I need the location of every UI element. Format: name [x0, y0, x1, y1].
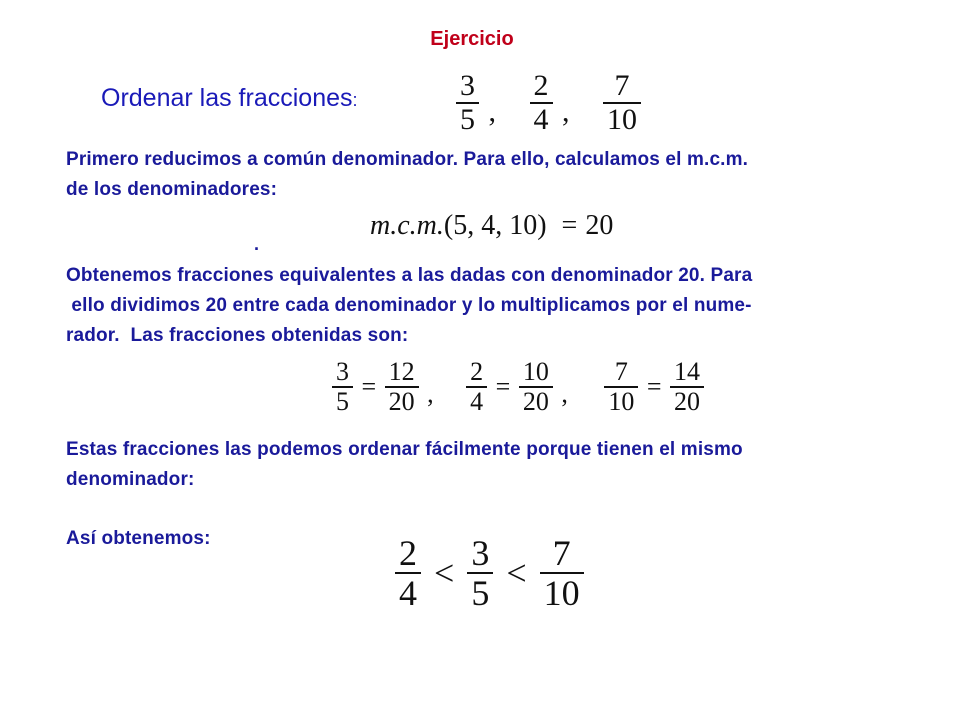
denominator: 20: [388, 387, 415, 416]
text-line: Estas fracciones las podemos ordenar fácilmente porque tienen el mismo: [66, 439, 743, 460]
numerator: 2: [470, 357, 484, 386]
given-fraction-2: [530, 70, 553, 136]
text-line: de los denominadores:: [66, 179, 278, 200]
denominator: 4: [470, 387, 484, 416]
denominator: 4: [533, 103, 549, 136]
paragraph-step2: [66, 261, 752, 351]
text-line: rador. Las fracciones obtenidas son:: [66, 325, 409, 346]
numerator: 12: [388, 357, 415, 386]
equals-sign: =: [561, 210, 578, 241]
ordered-result: [395, 534, 584, 612]
given-fraction-3: [603, 70, 641, 136]
original-fraction: [466, 358, 487, 416]
result-fraction-1: [395, 534, 421, 612]
mcm-function: m.c.m.: [370, 210, 444, 241]
numerator: 3: [471, 533, 490, 573]
original-fraction: [332, 358, 353, 416]
heading-label: Ordenar las fracciones: [101, 84, 353, 112]
paragraph-step1: [66, 145, 748, 205]
equals-sign: =: [646, 372, 662, 401]
given-fractions: [456, 70, 641, 136]
numerator: 7: [614, 69, 630, 102]
numerator: 3: [336, 357, 349, 386]
numerator: 10: [522, 357, 549, 386]
text-line: denominador:: [66, 469, 195, 490]
given-fraction-1: [456, 70, 479, 136]
equivalence-3: [604, 357, 704, 416]
less-than-sign: <: [506, 553, 527, 593]
text-line: Primero reducimos a común denominador. Para ello, calculamos el m.c.m.: [66, 149, 749, 170]
heading-colon: :: [352, 90, 358, 110]
exercise-heading: [101, 84, 358, 113]
numerator: 2: [533, 69, 549, 102]
equivalence-2: [466, 357, 604, 416]
result-fraction-3: [540, 534, 584, 612]
numerator: 14: [674, 357, 701, 386]
mcm-args: (5, 4, 10): [443, 210, 547, 241]
original-fraction: [604, 358, 638, 416]
denominator: 10: [607, 103, 637, 136]
equivalence-1: [332, 357, 466, 416]
less-than-sign: <: [434, 553, 455, 593]
mcm-result: 20: [585, 210, 614, 241]
comma: ,: [562, 95, 570, 128]
stray-dot: .: [254, 234, 260, 254]
comma: ,: [427, 379, 434, 408]
numerator: 7: [552, 533, 571, 573]
numerator: 2: [399, 533, 417, 573]
paragraph-step3: [66, 435, 743, 495]
numerator: 7: [614, 357, 628, 386]
denominator: 5: [336, 387, 349, 416]
denominator: 4: [399, 573, 417, 613]
denominator: 20: [522, 387, 549, 416]
equivalent-fraction: [670, 358, 704, 416]
text-line: Obtenemos fracciones equivalentes a las dadas con denominador 20. Para: [66, 265, 753, 286]
exercise-title: Ejercicio: [430, 28, 514, 50]
result-fraction-2: [467, 534, 493, 612]
comma: ,: [561, 379, 568, 408]
mcm-equation: [370, 210, 613, 242]
equivalent-fractions: [332, 358, 704, 416]
denominator: 5: [460, 103, 475, 136]
denominator: 5: [471, 573, 490, 613]
equals-sign: =: [495, 372, 511, 401]
comma: ,: [488, 95, 496, 128]
numerator: 3: [460, 69, 475, 102]
text-line: ello dividimos 20 entre cada denominador y lo multiplicamos por el nume-: [66, 295, 752, 316]
denominator: 10: [608, 387, 635, 416]
equals-sign: =: [361, 372, 377, 401]
denominator: 20: [674, 387, 701, 416]
paragraph-step4: Así obtenemos:: [66, 528, 211, 549]
equivalent-fraction: [519, 358, 553, 416]
denominator: 10: [543, 573, 580, 613]
equivalent-fraction: [385, 358, 419, 416]
